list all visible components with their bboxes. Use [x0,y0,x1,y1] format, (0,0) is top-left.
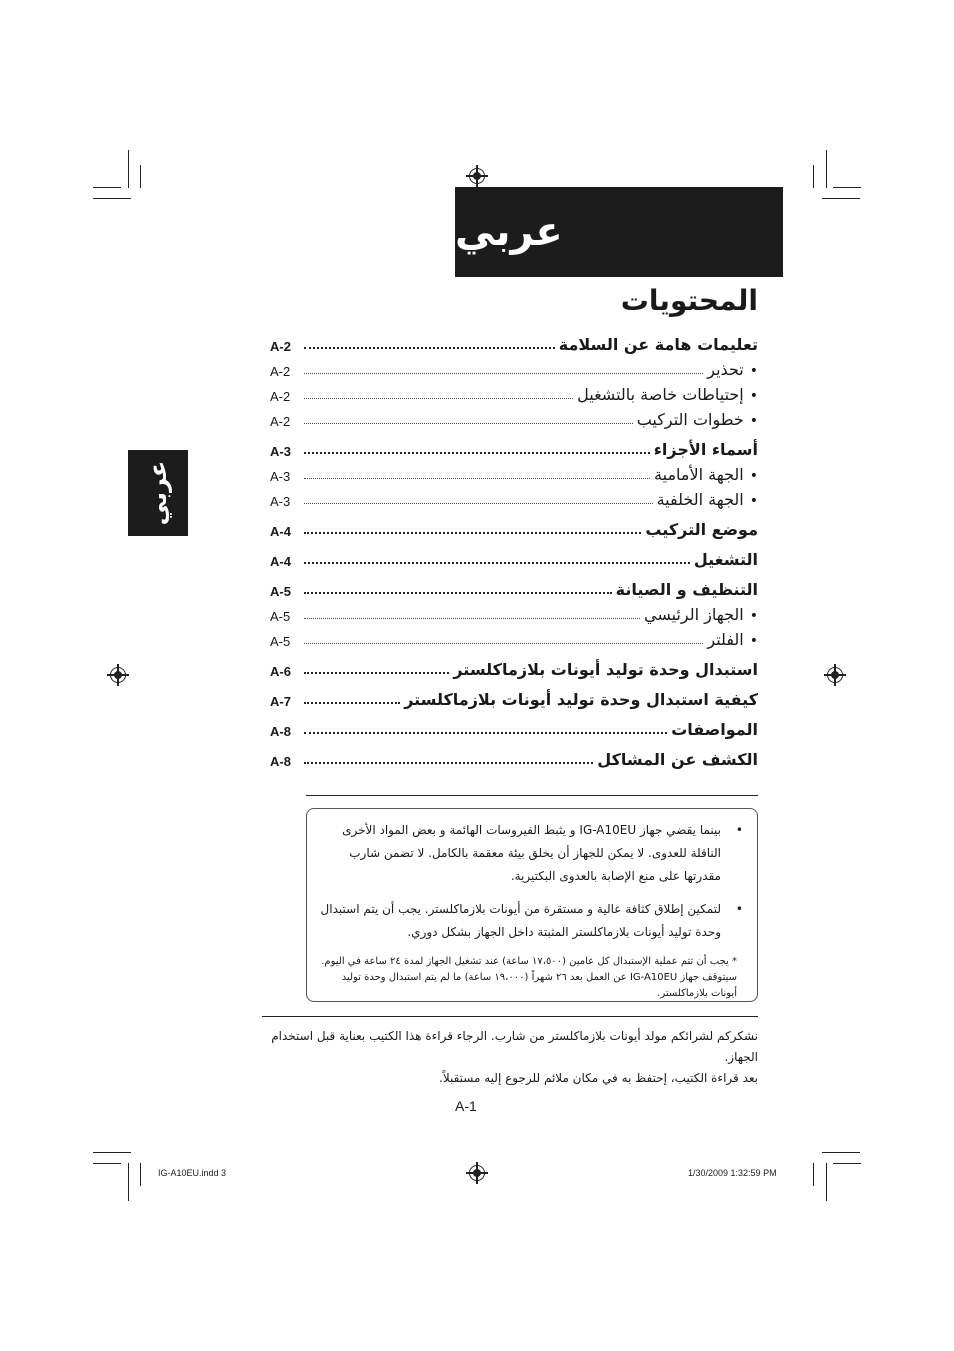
date-slug: 1/30/2009 1:32:59 PM [688,1168,777,1178]
crop-mark [826,1163,827,1201]
notice-item-text: لتمكين إطلاق كثافة عالية و مستقرة من أيونات بلازماكلستر. يجب أن يتم استبدال وحدة توليد أيونات بلازماكلستر المثبتة داخل الجهاز بشكل دوري. [320,902,721,939]
toc-page: A-4 [270,554,291,569]
toc-row [270,709,758,739]
crop-mark [128,1163,129,1201]
crop-mark [822,198,860,199]
toc-row [270,679,758,709]
toc-page: A-5 [270,634,291,649]
toc-leader [304,346,555,349]
crop-mark [813,165,814,188]
toc-row [270,354,758,379]
toc-leader [304,422,633,424]
table-of-contents [270,324,758,769]
divider [306,795,758,796]
toc-page: A-7 [270,694,291,709]
toc-page: A-6 [270,664,291,679]
toc-row [270,569,758,599]
toc-leader [304,731,667,734]
notice-footnote: * يجب أن تتم عملية الإستبدال كل عامين (١٧،٥٠٠ ساعة) عند تشغيل الجهاز لمدة ٢٤ ساعة في اليوم. سيتوقف جهاز IG-A10EU عن العمل بعد ٢٦ شهراً (١٩،٠٠٠ ساعة) ما لم يتم استبدال وحدة توليد أيونات بلازماكلستر. [321,956,737,999]
toc-subtitle: خطوات التركيب [636,410,744,429]
toc-leader [304,591,612,594]
crop-mark [128,150,129,188]
toc-page: A-3 [270,469,291,484]
crop-mark [813,1163,814,1186]
toc-leader [304,397,573,399]
toc-row [270,484,758,509]
toc-row [270,404,758,429]
language-title [455,187,783,277]
crop-mark [140,1163,141,1186]
toc-leader [304,372,703,374]
language-side-tab [128,450,188,536]
crop-mark [93,198,131,199]
toc-leader [304,761,593,764]
toc-page: A-2 [270,364,291,379]
registration-mark-icon [827,667,843,683]
language-side-tab-text: عربي [144,460,172,526]
registration-mark-icon [110,667,126,683]
file-slug: IG-A10EU.indd 3 [158,1168,227,1178]
crop-mark [826,150,827,188]
toc-page: A-5 [270,609,291,624]
crop-mark [93,187,121,188]
toc-page: A-2 [270,414,291,429]
contents-title: المحتويات [620,284,758,317]
bullet-icon: • [749,468,758,484]
toc-leader [304,531,641,534]
bullet-icon: • [749,363,758,379]
notice-box [306,808,758,1002]
bullet-icon: • [749,388,758,404]
toc-subtitle: الجهة الخلفية [656,490,744,509]
crop-mark [140,165,141,188]
toc-title: استبدال وحدة توليد أيونات بلازماكلستر [453,660,758,679]
toc-title: المواصفات [671,720,758,739]
toc-row [270,599,758,624]
bullet-icon: • [735,823,743,837]
toc-title: موضع التركيب [645,520,758,539]
toc-page: A-8 [270,754,291,769]
toc-leader [304,451,650,454]
toc-row [270,429,758,459]
intro-line: بعد قراءة الكتيب، إحتفظ به في مكان ملائم للرجوع إليه مستقبلاً. [439,1071,758,1085]
toc-page: A-2 [270,389,291,404]
toc-leader [304,671,449,674]
notice-item [319,898,745,944]
toc-subtitle: تحذير [707,360,744,379]
bullet-icon: • [749,633,758,649]
toc-row [270,324,758,354]
notice-item-text: بينما يقضي جهاز IG-A10EU و يثبط الفيروسات الهائمة و بعض المواد الأخرى الناقلة للعدوى. لا يمكن للجهاز أن يخلق بيئة معقمة بالكامل. لا تضمن شارب مقدرتها على منع الإصابة بالعدوى البكتيرية. [342,823,721,883]
toc-title: كيفية استبدال وحدة توليد أيونات بلازماكلستر [404,690,758,709]
toc-row [270,624,758,649]
toc-leader [304,701,400,704]
crop-mark [822,1152,860,1153]
toc-page: A-3 [270,444,291,459]
toc-page: A-8 [270,724,291,739]
toc-row [270,509,758,539]
toc-row [270,379,758,404]
toc-title: التنظيف و الصيانة [615,580,758,599]
intro-text [262,1026,758,1089]
divider [262,1016,758,1017]
bullet-icon: • [749,413,758,429]
intro-line: نشكركم لشرائكم مولد أيونات بلازماكلستر من شارب. الرجاء قراءة هذا الكتيب بعناية قبل استخدام الجهاز. [271,1029,758,1064]
toc-leader [304,617,640,619]
toc-page: A-5 [270,584,291,599]
toc-title: أسماء الأجزاء [653,440,758,459]
crop-mark [93,1152,131,1153]
toc-page: A-2 [270,339,291,354]
registration-mark-icon [469,168,485,184]
toc-row [270,739,758,769]
bullet-icon: • [749,608,758,624]
bullet-icon: • [749,493,758,509]
toc-leader [304,561,690,564]
registration-mark-icon [469,1165,485,1181]
page-number: A-1 [455,1098,477,1114]
toc-leader [304,477,650,479]
notice-item [319,819,745,888]
toc-row [270,539,758,569]
toc-page: A-4 [270,524,291,539]
crop-mark [833,1163,861,1164]
toc-title: التشغيل [693,550,758,569]
crop-mark [833,187,861,188]
bullet-icon: • [735,902,743,916]
toc-title: تعليمات هامة عن السلامة [558,335,758,354]
toc-row [270,459,758,484]
toc-subtitle: إحتياطات خاصة بالتشغيل [577,385,744,404]
toc-title: الكشف عن المشاكل [597,750,758,769]
toc-leader [304,502,653,504]
toc-subtitle: الجهة الأمامية [654,465,744,484]
toc-subtitle: الفلتر [707,630,744,649]
toc-row [270,649,758,679]
crop-mark [93,1163,121,1164]
toc-leader [304,642,703,644]
toc-page: A-3 [270,494,291,509]
language-title-text: عربي [455,209,563,255]
toc-subtitle: الجهاز الرئيسي [643,605,744,624]
